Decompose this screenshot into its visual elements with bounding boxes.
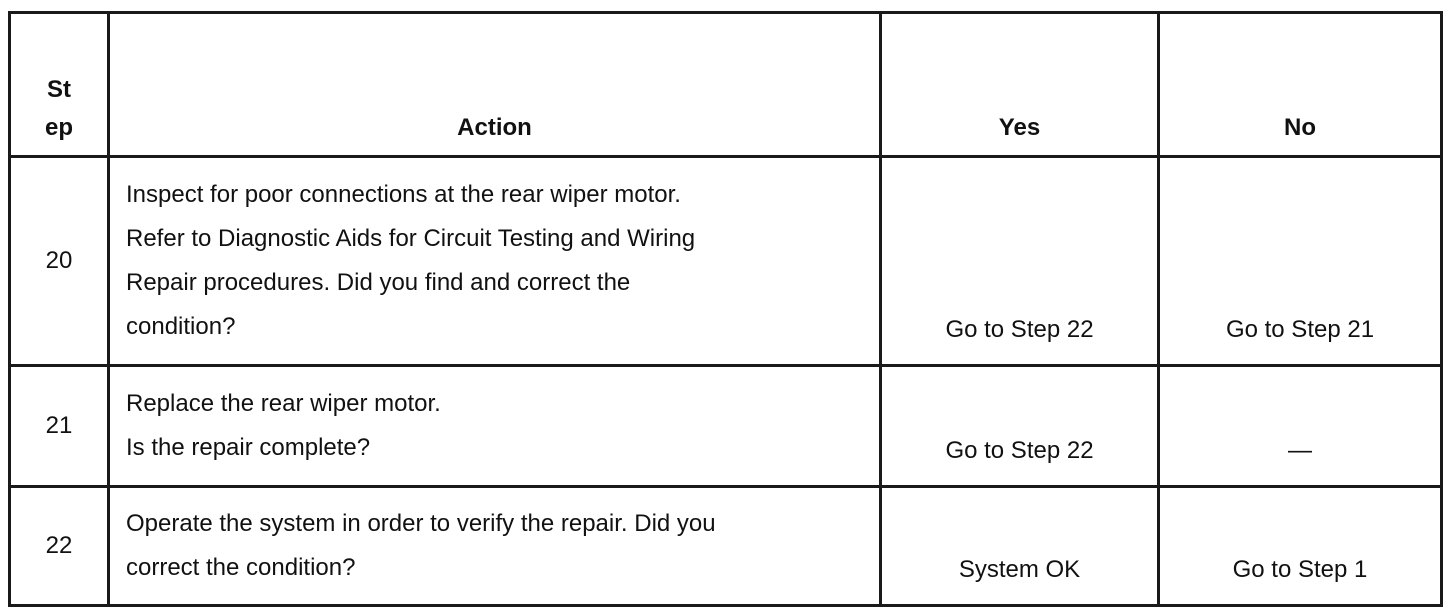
action-line: condition? bbox=[126, 312, 236, 340]
action-cell bbox=[109, 156, 881, 365]
no-result: — bbox=[1159, 365, 1442, 487]
header-no: No bbox=[1159, 13, 1442, 157]
yes-result: Go to Step 22 bbox=[881, 365, 1159, 487]
action-cell bbox=[109, 365, 881, 487]
table-row bbox=[10, 365, 1442, 487]
action-line: Repair procedures. Did you find and correct the bbox=[126, 268, 631, 296]
table-header-row bbox=[10, 13, 1442, 157]
no-result: Go to Step 1 bbox=[1159, 487, 1442, 606]
table-row bbox=[10, 156, 1442, 365]
header-step-line2: ep bbox=[44, 113, 73, 141]
no-result: Go to Step 21 bbox=[1159, 156, 1442, 365]
action-line: Inspect for poor connections at the rear wiper motor. bbox=[126, 180, 681, 208]
header-step-line1: St bbox=[47, 75, 71, 103]
table-row bbox=[10, 487, 1442, 606]
header-yes: Yes bbox=[881, 13, 1159, 157]
action-line: Is the repair complete? bbox=[126, 434, 371, 462]
action-cell bbox=[109, 487, 881, 606]
header-action: Action bbox=[109, 13, 881, 157]
yes-result: System OK bbox=[881, 487, 1159, 606]
yes-result: Go to Step 22 bbox=[881, 156, 1159, 365]
action-line: Refer to Diagnostic Aids for Circuit Testing and Wiring bbox=[126, 224, 696, 252]
action-line: Operate the system in order to verify the repair. Did you bbox=[126, 510, 716, 538]
step-number: 21 bbox=[10, 365, 109, 487]
step-number: 20 bbox=[10, 156, 109, 365]
header-step bbox=[10, 13, 109, 157]
action-line: correct the condition? bbox=[126, 554, 356, 582]
diagnostic-table bbox=[8, 11, 1443, 607]
action-line: Replace the rear wiper motor. bbox=[126, 390, 441, 418]
step-number: 22 bbox=[10, 487, 109, 606]
